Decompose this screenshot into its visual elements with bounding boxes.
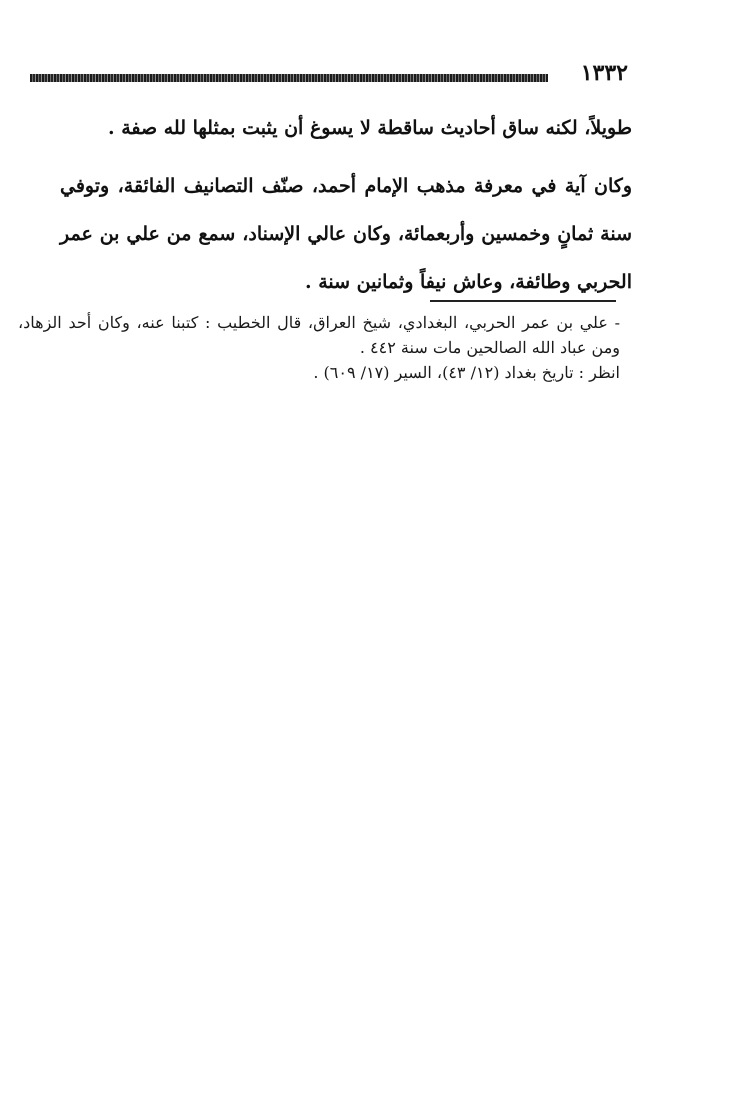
footnote-source: انظر : تاريخ بغداد (١٢/ ٤٣)، السير (١٧/ ٦٠٩) .: [313, 363, 620, 382]
main-text: [60, 104, 632, 306]
paragraph: وكان آية في معرفة مذهب الإمام أحمد، صنّف التصانيف الفائقة، وتوفي سنة ثمانٍ وخمسين وأربعمائة، وكان عالي الإسناد، سمع من علي بن عمر الحربي وطائفة، وعاش نيفاً وثمانين سنة .: [60, 175, 632, 293]
footnote-separator: [430, 300, 616, 302]
footnotes: [18, 310, 620, 385]
header-rule: [30, 74, 548, 82]
paragraph: طويلاً، لكنه ساق أحاديث ساقطة لا يسوغ أن يثبت بمثلها لله صفة .: [107, 117, 632, 139]
page-header: [30, 54, 628, 94]
footnote-entry: - علي بن عمر الحربي، البغدادي، شيخ العراق، قال الخطيب : كتبنا عنه، وكان أحد الزهاد، ومن عباد الله الصالحين مات سنة ٤٤٢ .: [18, 313, 620, 357]
page-number: ١٣٣٢: [580, 60, 628, 86]
